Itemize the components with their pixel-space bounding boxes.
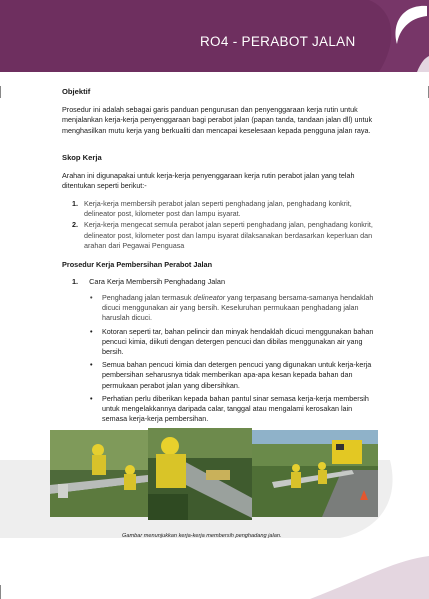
subheading-text: Cara Kerja Membersih Penghadang Jalan	[89, 277, 226, 287]
photo-roadside-maintenance-truck	[252, 430, 378, 517]
list-item-text: Kerja-kerja mengecat semula perabot jalan seperti penghadang jalan, penghadang konkrit, delineator post, kilometer post dan lampu isyarat dilaksanakan berdasarkan keperluan dan arahan dari Pegawai Penguasa	[84, 220, 373, 250]
skop-list	[62, 199, 380, 251]
subheading-number: 1.	[72, 277, 79, 287]
list-item	[88, 360, 376, 391]
prosedur-subheading	[62, 277, 380, 287]
page-title: RO4 - PERABOT JALAN	[200, 34, 356, 49]
photo-caption: Gambar menunjukkan kerja-kerja membersih penghadang jalan.	[122, 533, 282, 539]
objektif-heading: Objektif	[62, 87, 91, 96]
list-item	[62, 220, 380, 251]
prosedur-section	[62, 260, 380, 287]
bullet-text: Kotoran seperti tar, bahan pelincir dan minyak hendaklah dicuci menggunakan bahan pencuci kimia, diikuti dengan detergen pencuci dan dibilas menggunakan air yang bersih.	[102, 326, 374, 357]
crop-mark	[0, 86, 1, 98]
bullet-text: Penghadang jalan termasuk	[102, 293, 194, 302]
list-item-text: Kerja-kerja membersih perabot jalan seperti penghadang jalan, penghadang konkrit, delineator post, kilometer post dan lampu isyarat.	[84, 199, 352, 219]
bullet-text: Perhatian perlu diberikan kepada bahan pantul sinar semasa kerja-kerja membersih untuk mengelakkannya daripada calar, tanggal atau mengalami kerosakan lain semasa kerja-kerja pembersihan.	[102, 393, 369, 424]
bullet-text: yang terpasang bersama-samanya hendaklah dicuci menggunakan air yang bersih. Keseluruhan permukaan penghadang jalan haruslah dicuci.	[102, 293, 374, 323]
bullet-icon: •	[90, 293, 93, 302]
prosedur-heading: Prosedur Kerja Pembersihan Perabot Jalan	[62, 260, 213, 269]
list-item	[88, 293, 376, 324]
skop-heading: Skop Kerja	[62, 153, 102, 162]
bullet-icon: •	[90, 360, 93, 370]
bullet-icon: •	[90, 326, 93, 336]
photo-worker-scrubbing-rail	[148, 428, 252, 520]
bullet-text: Semua bahan pencuci kimia dan detergen pencuci yang digunakan untuk kerja-kerja pembersihan seharusnya tidak memberikan apa-apa kesan kepada bahan dan permukaan perabot jalan yang dibersihkan.	[102, 360, 372, 390]
objektif-text: Prosedur ini adalah sebagai garis panduan pengurusan dan penyenggaraan kerja rutin untuk menjalankan kerja-kerja penyenggaraan bagi perabot jalan (papan tanda, tandaan jalan dll) untuk menghasilkan mutu kerja yang berkualiti dan mencapai keselesaan kepada pengguna jalan raya.	[62, 105, 373, 135]
skop-intro: Arahan ini digunapakai untuk kerja-kerja penyenggaraan kerja rutin perabot jalan yang telah ditentukan seperti berikut:-	[62, 171, 355, 191]
list-number: 1.	[72, 199, 78, 208]
list-number: 2.	[72, 220, 78, 230]
bullet-emphasis: delineator	[193, 293, 226, 302]
bullet-icon: •	[90, 393, 93, 403]
photo-worker-cleaning-guardrail	[50, 430, 148, 517]
list-item	[88, 327, 376, 358]
list-item	[62, 199, 380, 219]
skop-section	[62, 153, 380, 192]
list-item	[88, 394, 376, 425]
header-band	[0, 0, 429, 72]
objektif-section	[62, 87, 380, 136]
prosedur-bullets	[88, 293, 376, 427]
